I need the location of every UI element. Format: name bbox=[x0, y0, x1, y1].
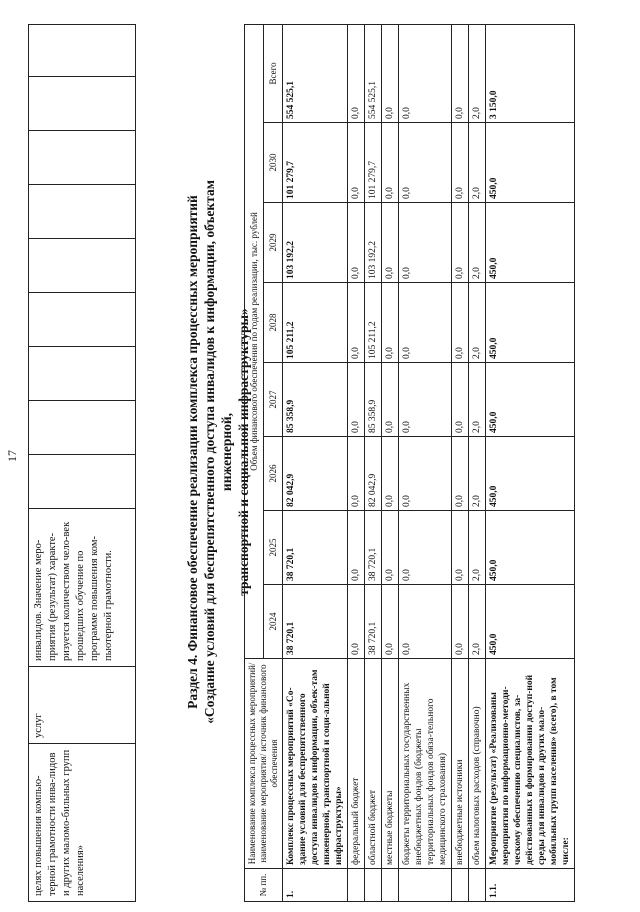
row-value: 0,0 bbox=[348, 203, 365, 283]
section-heading-line1: Раздел 4. Финансовое обеспечение реализации комплекса процессных мероприятий bbox=[185, 195, 200, 709]
row-value: 105 211,2 bbox=[283, 283, 348, 363]
row-value: 0,0 bbox=[348, 585, 365, 659]
row-number bbox=[365, 869, 382, 902]
row-number bbox=[452, 869, 469, 902]
row-value: 101 279,7 bbox=[365, 123, 382, 203]
row-name: внебюджетные источники bbox=[452, 659, 469, 869]
row-value: 0,0 bbox=[382, 437, 399, 511]
header-year: 2025 bbox=[264, 511, 283, 585]
row-value: 2,0 bbox=[469, 363, 486, 437]
row-value: 0,0 bbox=[399, 363, 452, 437]
row-name: бюджеты территориальных государственных внебюджетных фондов (бюджеты территориальных фондов обяза-тельного медицинского страхования) bbox=[399, 659, 452, 869]
row-value: 0,0 bbox=[452, 363, 469, 437]
row-number: 1.1. bbox=[486, 869, 575, 902]
row-value: 0,0 bbox=[399, 437, 452, 511]
row-number bbox=[382, 869, 399, 902]
row-value: 38 720,1 bbox=[283, 511, 348, 585]
row-total: 0,0 bbox=[399, 24, 452, 122]
finance-table-body bbox=[283, 24, 575, 901]
row-total: 0,0 bbox=[348, 24, 365, 122]
row-name: Мероприятие (результат) «Реализованы мероприятия по информационно-методи-ческому обеспечению специалистов, за-действованных в формировании доступ-ной среды для инвалидов и других мало-мобильных групп населения» (всего), в том числе: bbox=[486, 659, 575, 869]
row-value: 0,0 bbox=[399, 203, 452, 283]
table-row bbox=[469, 24, 486, 901]
row-number bbox=[469, 869, 486, 902]
row-value: 0,0 bbox=[399, 511, 452, 585]
row-value: 0,0 bbox=[348, 123, 365, 203]
top-cell-empty bbox=[29, 347, 136, 401]
row-total: 2,0 bbox=[469, 24, 486, 122]
row-value: 2,0 bbox=[469, 203, 486, 283]
section-heading bbox=[184, 142, 252, 762]
row-value: 38 720,1 bbox=[365, 585, 382, 659]
row-number bbox=[399, 869, 452, 902]
header-year: 2029 bbox=[264, 203, 283, 283]
row-value: 38 720,1 bbox=[365, 511, 382, 585]
row-total: 0,0 bbox=[452, 24, 469, 122]
row-value: 0,0 bbox=[452, 585, 469, 659]
header-volume: Объем финансового обеспечения по годам реализации, тыс. рублей bbox=[245, 24, 264, 658]
row-value: 450,0 bbox=[486, 283, 575, 363]
top-cell-goal: целях повышения компью-терной грамотности инва-лидов и других маломо-бильных групп населения» bbox=[29, 744, 136, 902]
row-value: 2,0 bbox=[469, 123, 486, 203]
top-table-row bbox=[29, 25, 136, 902]
table-row bbox=[399, 24, 452, 901]
row-total: 0,0 bbox=[382, 24, 399, 122]
header-total: Всего bbox=[264, 24, 283, 122]
top-cell-type: услуг bbox=[29, 667, 136, 744]
section-heading-line2: «Создание условий для беспрепятственного доступа инвалидов к информации, объектам инженерной, bbox=[202, 180, 234, 724]
row-value: 0,0 bbox=[382, 585, 399, 659]
row-value: 450,0 bbox=[486, 511, 575, 585]
row-value: 82 042,9 bbox=[365, 437, 382, 511]
header-no: № пп. bbox=[245, 869, 283, 902]
row-value: 85 358,9 bbox=[365, 363, 382, 437]
row-value: 0,0 bbox=[399, 585, 452, 659]
row-value: 0,0 bbox=[348, 363, 365, 437]
row-value: 0,0 bbox=[382, 363, 399, 437]
top-cell-empty bbox=[29, 131, 136, 185]
row-value: 101 279,7 bbox=[283, 123, 348, 203]
table-row bbox=[348, 24, 365, 901]
header-year: 2030 bbox=[264, 123, 283, 203]
section-heading-line3: транспортной и социальной инфраструктуры» bbox=[236, 308, 251, 596]
table-row bbox=[452, 24, 469, 901]
row-value: 2,0 bbox=[469, 511, 486, 585]
row-value: 450,0 bbox=[486, 123, 575, 203]
row-total: 3 150,0 bbox=[486, 24, 575, 122]
row-value: 105 211,2 bbox=[365, 283, 382, 363]
row-total: 554 525,1 bbox=[283, 24, 348, 122]
table-row bbox=[486, 24, 575, 901]
header-year: 2026 bbox=[264, 437, 283, 511]
row-value: 0,0 bbox=[348, 511, 365, 585]
header-year: 2024 bbox=[264, 585, 283, 659]
header-row-1 bbox=[245, 24, 264, 901]
row-value: 2,0 bbox=[469, 437, 486, 511]
row-value: 0,0 bbox=[452, 283, 469, 363]
top-cell-empty bbox=[29, 239, 136, 293]
top-cell-empty bbox=[29, 293, 136, 347]
page-number: 17 bbox=[5, 450, 19, 462]
finance-table bbox=[244, 24, 575, 902]
row-value: 0,0 bbox=[382, 511, 399, 585]
row-number: 1. bbox=[283, 869, 348, 902]
header-year: 2027 bbox=[264, 363, 283, 437]
row-name: Комплекс процессных мероприятий «Со-здание условий для беспрепятственного доступа инвалидов к информации, объек-там инженерной, транспортной и соци-альной инфраструктуры» bbox=[283, 659, 348, 869]
row-value: 450,0 bbox=[486, 363, 575, 437]
row-total: 554 525,1 bbox=[365, 24, 382, 122]
row-value: 0,0 bbox=[399, 283, 452, 363]
row-name: объем налоговых расходов (справочно) bbox=[469, 659, 486, 869]
top-cell-empty bbox=[29, 77, 136, 131]
table-row bbox=[365, 24, 382, 901]
row-value: 0,0 bbox=[452, 203, 469, 283]
row-name: федеральный бюджет bbox=[348, 659, 365, 869]
row-value: 0,0 bbox=[382, 203, 399, 283]
top-cell-empty bbox=[29, 25, 136, 77]
row-value: 0,0 bbox=[452, 511, 469, 585]
table-row bbox=[382, 24, 399, 901]
row-value: 103 192,2 bbox=[283, 203, 348, 283]
header-year: 2028 bbox=[264, 283, 283, 363]
header-name: Наименование комплекса процессных мероприятий/наименование мероприятия/ источник финансового обеспечения bbox=[245, 659, 283, 869]
row-value: 82 042,9 bbox=[283, 437, 348, 511]
row-value: 2,0 bbox=[469, 585, 486, 659]
top-cell-description: инвалидов. Значение меро-приятия (результат) характе-ризуется количеством чело-век прошедших обучение по программе повышения ком-пьютерной грамотности. bbox=[29, 509, 136, 667]
row-value: 450,0 bbox=[486, 437, 575, 511]
top-cell-empty bbox=[29, 455, 136, 509]
row-value: 0,0 bbox=[452, 123, 469, 203]
row-value: 0,0 bbox=[382, 283, 399, 363]
top-cell-empty bbox=[29, 185, 136, 239]
top-cell-empty bbox=[29, 401, 136, 455]
top-table bbox=[28, 24, 136, 902]
row-value: 38 720,1 bbox=[283, 585, 348, 659]
row-value: 0,0 bbox=[348, 437, 365, 511]
row-value: 450,0 bbox=[486, 203, 575, 283]
table-row bbox=[283, 24, 348, 901]
row-value: 0,0 bbox=[382, 123, 399, 203]
row-name: местные бюджеты bbox=[382, 659, 399, 869]
row-number bbox=[348, 869, 365, 902]
row-value: 0,0 bbox=[348, 283, 365, 363]
row-value: 85 358,9 bbox=[283, 363, 348, 437]
row-value: 103 192,2 bbox=[365, 203, 382, 283]
row-value: 450,0 bbox=[486, 585, 575, 659]
row-value: 2,0 bbox=[469, 283, 486, 363]
row-name: областной бюджет bbox=[365, 659, 382, 869]
row-value: 0,0 bbox=[452, 437, 469, 511]
row-value: 0,0 bbox=[399, 123, 452, 203]
